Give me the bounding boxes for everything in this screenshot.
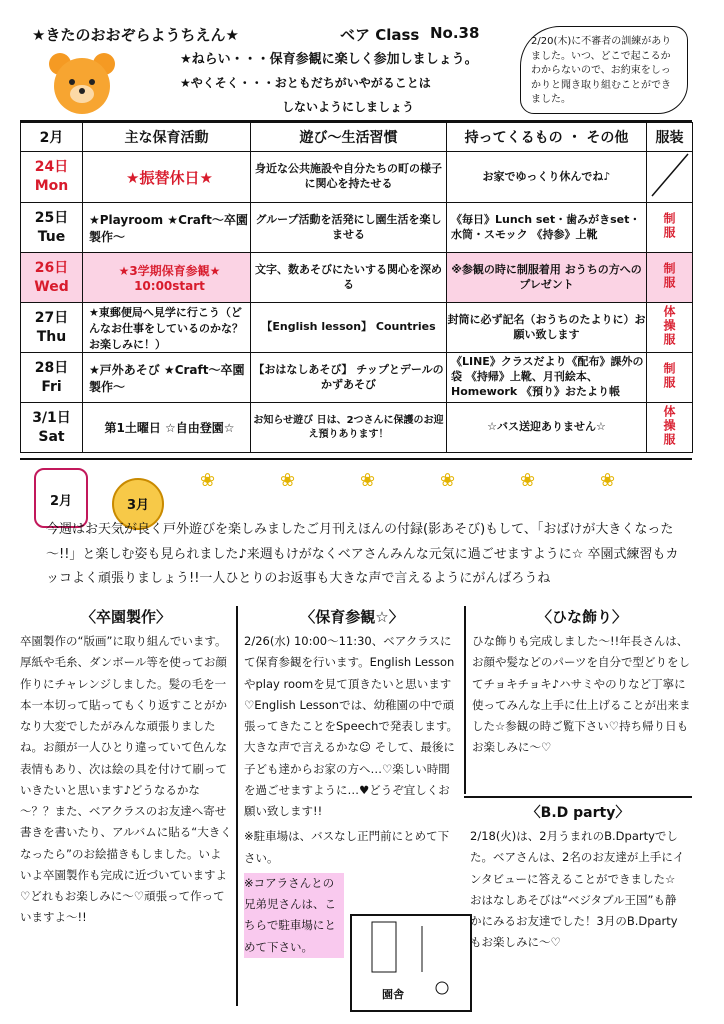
aim: ★ねらい・・・保育参観に楽しく参加しましょう。: [180, 52, 478, 67]
activity: 第1土曜日 ☆自由登園☆: [83, 403, 251, 453]
butterfly-icon: ❀: [600, 470, 616, 491]
bring-items: 《毎日》Lunch set・歯みがきset・水筒・スモック 《持参》上靴: [447, 203, 647, 253]
school-name: ★きたのおおぞらようちえん★: [32, 26, 239, 44]
promise-line-2: しないようにしましょう: [282, 100, 415, 114]
butterfly-icon: ❀: [280, 470, 296, 491]
promise-line-1: ★やくそく・・・おともだちがいやがることは: [180, 76, 431, 90]
weekday: Mon: [34, 178, 69, 194]
uniform: [647, 403, 693, 453]
uniform: [647, 353, 693, 403]
bring-items: ※参観の時に制服着用 おうちの方へのプレゼント: [447, 253, 647, 303]
bear-mascot-icon: [46, 50, 118, 116]
bday-title: 〈B.D party〉: [526, 805, 630, 821]
weekday: Wed: [34, 278, 69, 295]
hina-title: 〈ひな飾り〉: [536, 608, 627, 626]
header-life: 遊び～生活習慣: [251, 123, 447, 152]
weekday: Tue: [37, 228, 66, 245]
weekly-message: [20, 458, 692, 602]
activity: ★3学期保育参観★ 10:00start: [83, 253, 251, 303]
bring-items: 《LINE》クラスだより《配布》課外の袋 《持帰》上靴、月刊絵本、Homework 《預り》おたより帳: [447, 353, 647, 403]
visit-body: 2/26(水) 10:00～11:30、ベアクラスにて保育参観を行います。English Lessonやplay roomを見て頂きたいと思います♡English Lessonでは、幼稚園の中で頑張ってきたことをSpeechで発表します。大きな声で言えるかな☺ そして、最後に子ども達からお家の方へ…♡楽しい時間を過ごせますように…♥どうぞ宜しくお願い致します!!: [244, 634, 458, 819]
craft-section: [20, 606, 232, 1006]
activity: ★戸外あそび ★Craft～卒園製作～: [83, 353, 251, 403]
activity: ★Playroom ★Craft～卒園製作～: [83, 203, 251, 253]
life-habit: 身近な公共施設や自分たちの町の様子に関心を持たせる: [251, 152, 447, 203]
header: [20, 18, 692, 122]
bday-body: 2/18(火)は、2月うまれのB.Dpartyでした。ベアさんは、2名のお友達が上手にインタビューに答えることができました☆おはなしあそびは“ベジタブル王国”も静かにみるお友達でした！3月のB.Dpartyもお楽しみに～♡: [470, 829, 685, 950]
bring-items: 封筒に必ず記名（おうちのたよりに）お願い致します: [447, 303, 647, 353]
map-building-label: 園舎: [382, 988, 404, 1001]
date: 27日: [34, 309, 69, 326]
craft-title: 〈卒園製作〉: [80, 608, 171, 626]
visit-title: 〈保育参観☆〉: [300, 608, 404, 626]
craft-body: 卒園製作の“版画”に取り組んでいます。厚紙や毛糸、ダンボール等を使ってお顔作りにチャレンジしました。髪の毛を一本一本切って貼ってもくり返すことがかなり大変でしたがみんな頑張りましたね。お顔が一人ひとり違っていて色んな表情もあり、次は絵の具を付けて刷っていきたいと思います♪どうなるかな～？？また、ベアクラスのお友達へ寄せ書きを書いたり、アルバムに貼る“大きくなったら”のお絵描きもしました。いよいよ卒園製作も完成に近づいていますよ♡どれもお楽しみに～♡頑張って作っていますよ～!!: [20, 634, 232, 925]
parking-note: ※駐車場は、バスなし正門前にとめて下さい。: [244, 829, 450, 865]
class-name: ベア Class: [340, 26, 420, 44]
newsletter: [20, 18, 692, 1008]
diagonal-slash-icon: [650, 152, 690, 198]
butterfly-icon: ❀: [200, 470, 216, 491]
date: 24日: [34, 159, 69, 176]
life-habit: 文字、数あそびにたいする関心を深める: [251, 253, 447, 303]
issue-number: No.38: [430, 24, 480, 42]
uniform-label: 制服: [662, 211, 676, 240]
schedule-table: [20, 122, 693, 453]
life-habit: 【English lesson】 Countries: [251, 303, 447, 353]
march-label: 3月: [126, 498, 150, 513]
date-cell: [21, 253, 83, 303]
parking-note-2: ※コアラさんとの兄弟児さんは、こちらで駐車場にとめて下さい。: [244, 873, 344, 958]
life-habit: 【おはなしあそび】 チップとデールの かずあそび: [251, 353, 447, 403]
date-cell: [21, 303, 83, 353]
activity: ★東郵便局へ見学に行こう（どんなお仕事をしているのかな？お楽しみに！）: [83, 303, 251, 353]
date-cell: [21, 203, 83, 253]
life-habit: お知らせ遊び 日は、2つさんに保護のお迎え預りあります！: [251, 403, 447, 453]
hina-section: [464, 606, 692, 794]
weekday: Thu: [36, 328, 67, 345]
butterfly-icon: ❀: [360, 470, 376, 491]
map-drawing: [352, 916, 466, 1006]
butterfly-icon: ❀: [440, 470, 456, 491]
uniform-label: 制服: [662, 361, 676, 390]
date: 26日: [34, 259, 69, 276]
date-cell: [21, 353, 83, 403]
header-bring: 持ってくるもの ・ その他: [447, 123, 647, 152]
uniform: [647, 203, 693, 253]
date-cell: [21, 403, 83, 453]
date: 28日: [34, 359, 69, 376]
uniform-label: 制服: [662, 261, 676, 290]
bring-items: ☆バス送迎ありません☆: [447, 403, 647, 453]
uniform: [647, 253, 693, 303]
butterfly-icon: ❀: [520, 470, 536, 491]
activity: ★振替休日★: [83, 152, 251, 203]
bring-items: お家でゆっくり休んでね♪: [447, 152, 647, 203]
weekday: Fri: [41, 378, 62, 395]
header-uniform: 服装: [647, 123, 693, 152]
header-month: 2月: [21, 123, 83, 152]
uniform: [647, 152, 693, 203]
february-label: 2月: [49, 494, 73, 509]
bday-section: [464, 796, 692, 1008]
uniform-label: 体操服: [662, 304, 676, 347]
uniform: [647, 303, 693, 353]
date: 3/1日: [32, 409, 71, 426]
header-activity: 主な保育活動: [83, 123, 251, 152]
date-cell: [21, 152, 83, 203]
weekday: Sat: [38, 428, 65, 445]
message-text: 今週はお天気が良く戸外遊びを楽しみましたご月刊えほんの付録(影あそび)もして、「おばけが大きくなった～!!」と楽しむ姿も見られました♪来週もけがなくベアさんみんな元気に過ごせますように☆ 卒園式練習もカッコよく頑張りましょう!!一人ひとりのお返事も大きな声で言えるようにがんばろうね: [46, 522, 679, 587]
date: 25日: [34, 209, 69, 226]
parking-map: [350, 914, 472, 1012]
uniform-label: 体操服: [662, 404, 676, 447]
hina-body: ひな飾りも完成しました～!!年長さんは、お顔や髪などのパーツを自分で型どりをしてチョキチョキ♪ハサミやのりなど丁寧に使ってみんな上手に仕上げることが出来ました☆参観の時ご覧下さい♡持ち帰り日もお楽しみに～♡: [472, 634, 691, 755]
drill-note: 2/20(木)に不審者の訓練がありました。いつ、どこで起こるかわからないので、お約束をしっかりと聞き取り組むことができました。: [520, 26, 688, 114]
life-habit: グループ活動を活発にし園生活を楽しませる: [251, 203, 447, 253]
